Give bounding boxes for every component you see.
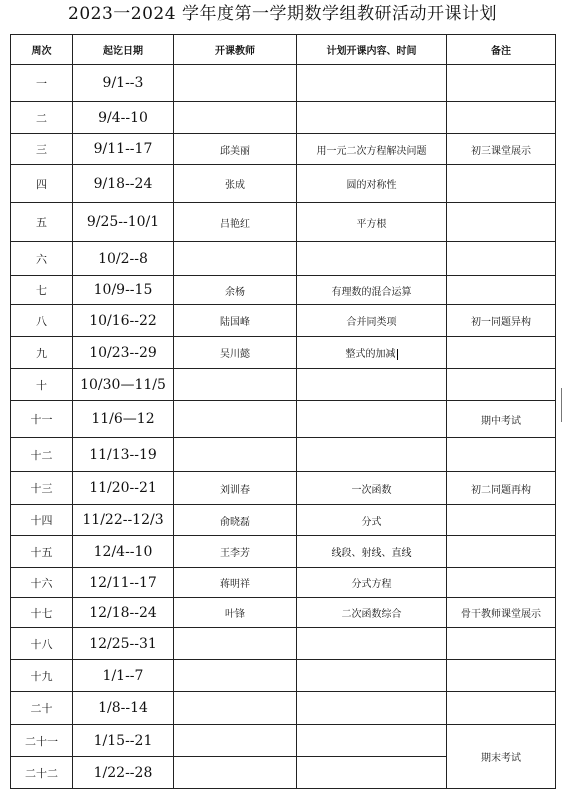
week-cell: 二 [11, 102, 73, 134]
note-cell [447, 65, 556, 102]
date-cell: 9/4--10 [73, 102, 174, 134]
note-cell [447, 242, 556, 276]
week-cell: 八 [11, 305, 73, 337]
teacher-cell [174, 438, 297, 472]
header-teacher: 开课教师 [174, 35, 297, 65]
table-row [11, 568, 556, 598]
content-cell: 分式方程 [297, 568, 447, 598]
note-cell [447, 505, 556, 536]
header-week: 周次 [11, 35, 73, 65]
page-edge-marker [561, 388, 565, 422]
note-cell [447, 102, 556, 134]
week-cell: 十三 [11, 472, 73, 505]
table-row [11, 401, 556, 438]
table-row [11, 203, 556, 242]
table-row [11, 305, 556, 337]
teacher-cell: 叶锋 [174, 598, 297, 628]
teacher-cell: 邱美丽 [174, 134, 297, 165]
teacher-cell [174, 757, 297, 789]
date-cell: 12/11--17 [73, 568, 174, 598]
note-cell: 初二同题再构 [447, 472, 556, 505]
text-cursor [397, 349, 398, 360]
note-cell [447, 276, 556, 305]
teacher-cell: 张成 [174, 165, 297, 203]
week-cell: 五 [11, 203, 73, 242]
week-cell: 十四 [11, 505, 73, 536]
teacher-cell: 刘训春 [174, 472, 297, 505]
content-cell: 分式 [297, 505, 447, 536]
date-cell: 10/16--22 [73, 305, 174, 337]
week-cell: 十七 [11, 598, 73, 628]
teacher-cell [174, 692, 297, 725]
content-cell: 圆的对称性 [297, 165, 447, 203]
table-row [11, 598, 556, 628]
note-cell: 期中考试 [447, 401, 556, 438]
week-cell: 二十 [11, 692, 73, 725]
content-cell [297, 628, 447, 660]
table-row [11, 242, 556, 276]
note-cell [447, 438, 556, 472]
week-cell: 六 [11, 242, 73, 276]
date-cell: 1/22--28 [73, 757, 174, 789]
week-cell: 十二 [11, 438, 73, 472]
date-cell: 11/20--21 [73, 472, 174, 505]
teacher-cell: 俞晓磊 [174, 505, 297, 536]
content-cell [297, 369, 447, 401]
teacher-cell: 吕艳红 [174, 203, 297, 242]
teacher-cell [174, 369, 297, 401]
week-cell: 二十一 [11, 725, 73, 757]
teacher-cell: 陆国峰 [174, 305, 297, 337]
table-row [11, 692, 556, 725]
teacher-cell: 王李芳 [174, 536, 297, 568]
teacher-cell: 吴川懿 [174, 337, 297, 369]
table-row [11, 337, 556, 369]
week-cell: 二十二 [11, 757, 73, 789]
date-cell: 10/23--29 [73, 337, 174, 369]
content-cell: 一次函数 [297, 472, 447, 505]
date-cell: 1/1--7 [73, 660, 174, 692]
content-cell [297, 401, 447, 438]
note-cell [447, 165, 556, 203]
date-cell: 9/25--10/1 [73, 203, 174, 242]
content-cell [297, 725, 447, 757]
week-cell: 十 [11, 369, 73, 401]
header-note: 备注 [447, 35, 556, 65]
table-row [11, 472, 556, 505]
table-row [11, 725, 556, 757]
teacher-cell [174, 65, 297, 102]
table-row [11, 660, 556, 692]
content-cell: 有理数的混合运算 [297, 276, 447, 305]
note-cell-merged: 期末考试 [447, 725, 556, 789]
note-cell [447, 203, 556, 242]
content-cell [297, 692, 447, 725]
content-cell: 平方根 [297, 203, 447, 242]
schedule-table [10, 34, 556, 789]
table-row [11, 276, 556, 305]
header-content: 计划开课内容、时间 [297, 35, 447, 65]
content-cell: 合并同类项 [297, 305, 447, 337]
header-date: 起讫日期 [73, 35, 174, 65]
content-cell [297, 438, 447, 472]
date-cell: 10/9--15 [73, 276, 174, 305]
week-cell: 七 [11, 276, 73, 305]
note-cell [447, 660, 556, 692]
note-cell [447, 628, 556, 660]
teacher-cell [174, 242, 297, 276]
date-cell: 12/18--24 [73, 598, 174, 628]
date-cell: 1/8--14 [73, 692, 174, 725]
week-cell: 十九 [11, 660, 73, 692]
note-cell: 初三课堂展示 [447, 134, 556, 165]
teacher-cell [174, 660, 297, 692]
week-cell: 四 [11, 165, 73, 203]
teacher-cell [174, 102, 297, 134]
table-row [11, 134, 556, 165]
header-row [11, 35, 556, 65]
content-cell: 线段、射线、直线 [297, 536, 447, 568]
teacher-cell [174, 725, 297, 757]
note-cell [447, 568, 556, 598]
week-cell: 三 [11, 134, 73, 165]
note-cell [447, 536, 556, 568]
table-row [11, 628, 556, 660]
table-row [11, 165, 556, 203]
date-cell: 12/25--31 [73, 628, 174, 660]
teacher-cell [174, 628, 297, 660]
table-row [11, 505, 556, 536]
date-cell: 12/4--10 [73, 536, 174, 568]
teacher-cell: 余杨 [174, 276, 297, 305]
content-cell: 二次函数综合 [297, 598, 447, 628]
note-cell [447, 692, 556, 725]
week-cell: 十五 [11, 536, 73, 568]
date-cell: 11/13--19 [73, 438, 174, 472]
content-cell [297, 757, 447, 789]
table-row [11, 65, 556, 102]
page-title: 2023一2024 学年度第一学期数学组教研活动开课计划 [68, 4, 497, 24]
content-cell [297, 660, 447, 692]
week-cell: 十一 [11, 401, 73, 438]
content-cell [297, 242, 447, 276]
date-cell: 1/15--21 [73, 725, 174, 757]
table-row [11, 102, 556, 134]
date-cell: 9/11--17 [73, 134, 174, 165]
date-cell: 10/30—11/5 [73, 369, 174, 401]
content-cell [297, 102, 447, 134]
date-cell: 10/2--8 [73, 242, 174, 276]
content-cell: 用一元二次方程解决问题 [297, 134, 447, 165]
week-cell: 十八 [11, 628, 73, 660]
note-cell [447, 337, 556, 369]
date-cell: 11/22--12/3 [73, 505, 174, 536]
note-cell: 骨干教师课堂展示 [447, 598, 556, 628]
teacher-cell [174, 401, 297, 438]
note-cell: 初一同题异构 [447, 305, 556, 337]
week-cell: 九 [11, 337, 73, 369]
content-text: 整式的加减 [345, 349, 396, 360]
teacher-cell: 蒋明祥 [174, 568, 297, 598]
week-cell: 一 [11, 65, 73, 102]
date-cell: 9/18--24 [73, 165, 174, 203]
date-cell: 9/1--3 [73, 65, 174, 102]
week-cell: 十六 [11, 568, 73, 598]
note-cell [447, 369, 556, 401]
table-row [11, 438, 556, 472]
content-cell [297, 65, 447, 102]
table-row [11, 536, 556, 568]
content-cell[interactable] [297, 337, 447, 369]
table-row [11, 369, 556, 401]
date-cell: 11/6—12 [73, 401, 174, 438]
